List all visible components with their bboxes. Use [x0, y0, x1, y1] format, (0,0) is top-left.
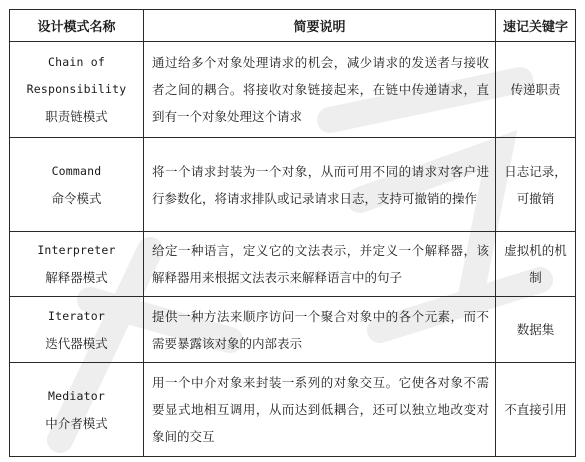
pattern-keyword: 数据集: [496, 297, 576, 363]
pattern-name-zh: 解释器模式: [45, 270, 108, 285]
pattern-keyword: 不直接引用: [496, 363, 576, 457]
pattern-name-cell: [10, 297, 144, 363]
pattern-name-zh: 迭代器模式: [45, 335, 108, 351]
table-row: [10, 42, 576, 138]
pattern-name-en: Chain of: [48, 55, 105, 69]
pattern-name-en: Responsibility: [26, 82, 127, 96]
table-row: [10, 297, 576, 363]
table-row: [10, 232, 576, 297]
pattern-name-zh: 职责链模式: [45, 109, 108, 124]
pattern-description: 提供一种方法来顺序访问一个聚合对象中的各个元素，而不需要暴露该对象的内部表示: [144, 297, 496, 363]
pattern-name-en: Command: [51, 163, 102, 178]
pattern-keyword: 传递职责: [496, 42, 576, 138]
pattern-keyword: 虚拟机的机制: [496, 232, 576, 297]
pattern-name-zh: 中介者模式: [45, 415, 108, 431]
pattern-description: 通过给多个对象处理请求的机会，减少请求的发送者与接收者之间的耦合。将接收对象链接起来，在链中传递请求，直到有一个对象处理这个请求: [144, 42, 496, 138]
pattern-keyword-line: 日志记录，: [504, 163, 567, 179]
pattern-name-cell: [10, 42, 144, 138]
table-row: [10, 363, 576, 457]
pattern-name-en: Iterator: [48, 308, 105, 323]
pattern-keyword-line: 可撤销: [516, 190, 555, 206]
design-patterns-table: [9, 9, 576, 457]
pattern-description: 给定一种语言，定义它的文法表示，并定义一个解释器，该解释器用来根据文法表示来解释语言中的句子: [144, 232, 496, 297]
pattern-description: 将一个请求封装为一个对象，从而可用不同的请求对客户进行参数化，将请求排队或记录请求日志，支持可撤销的操作: [144, 138, 496, 232]
pattern-name-en: Interpreter: [37, 243, 116, 257]
table-header-row: [10, 10, 576, 42]
header-pattern-name: 设计模式名称: [10, 10, 144, 42]
pattern-name-cell: [10, 232, 144, 297]
pattern-description: 用一个中介对象来封装一系列的对象交互。它使各对象不需要显式地相互调用，从而达到低耦合，还可以独立地改变对象间的交互: [144, 363, 496, 457]
table-row: [10, 138, 576, 232]
pattern-name-cell: [10, 363, 144, 457]
pattern-name-en: Mediator: [48, 388, 105, 403]
header-description: 简要说明: [144, 10, 496, 42]
pattern-name-cell: [10, 138, 144, 232]
header-keyword: 速记关键字: [496, 10, 576, 42]
pattern-keyword: [496, 138, 576, 232]
pattern-name-zh: 命令模式: [51, 190, 102, 206]
